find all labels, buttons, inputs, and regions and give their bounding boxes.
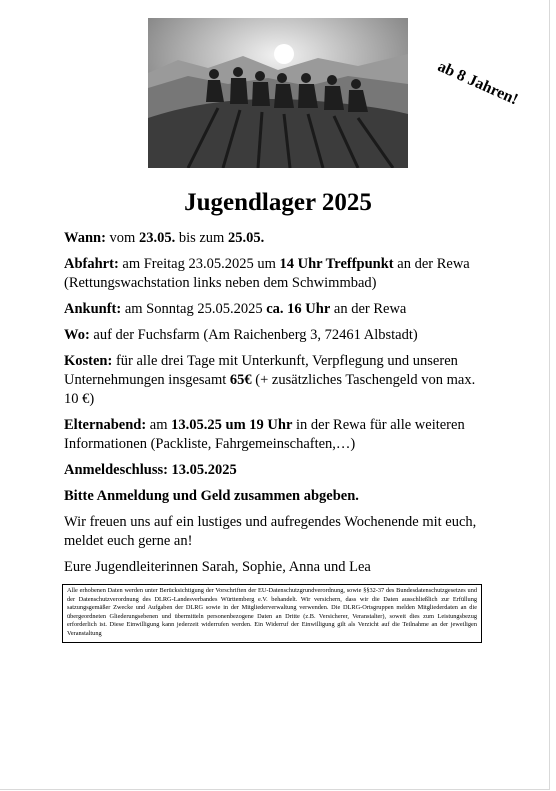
- event-details: [64, 229, 484, 584]
- wann-line: [64, 229, 484, 248]
- ankunft-text-2: an der Rewa: [330, 301, 407, 317]
- hinweis-line: [64, 487, 484, 506]
- privacy-notice: Alle erhobenen Daten werden unter Berücksichtigung der Vorschriften der EU-Datenschutzgrundverordnung, sowie §§32-37 des Bundesdatenschutzgesetzes und der Datenschutzverordnung des DLRG-Landesverbandes Württemberg e.V. behandelt. Wir versichern, dass wir die Daten ausschließlich zur Erfüllung satzungsgemäßer Zwecke und Aufgaben der DLRG sowie in der Mitgliederverwaltung verwenden. Die DLRG-Ortsgruppen melden Mitgliederdaten an die übergeordneten Gliederungsebenen und übermitteln personenbezogene Daten an Dritte (z.B. Versicherer, Veranstalter), soweit dies zum Leistungsbezug erforderlich ist. Diese Einwilligung kann jederzeit widerrufen werden. Ein Widerruf der Einwilligung gilt als Verzicht auf die Teilnahme an der jeweiligen Veranstaltung: [62, 584, 482, 643]
- ankunft-time: ca. 16 Uhr: [266, 301, 331, 317]
- wann-text: vom: [105, 230, 139, 246]
- wo-line: [64, 326, 484, 345]
- elternabend-label: Elternabend:: [64, 417, 147, 433]
- page-title: Jugendlager 2025: [184, 189, 372, 216]
- elternabend-text-2: in der Rewa für alle weiteren Informationen (Packliste, Fahrgemeinschaften,…): [64, 417, 465, 452]
- age-badge: ab 8 Jahren!: [435, 58, 521, 109]
- hinweis: Bitte Anmeldung und Geld zusammen abgeben.: [64, 488, 359, 504]
- ankunft-line: [64, 300, 484, 319]
- wo-label: Wo:: [64, 327, 90, 343]
- ankunft-label: Ankunft:: [64, 301, 122, 317]
- abfahrt-text: am Freitag 23.05.2025 um: [118, 256, 280, 272]
- kosten-text: für alle drei Tage mit Unterkunft, Verpflegung und unseren Unternehmungen insgesamt: [64, 353, 458, 388]
- hero-image: [148, 18, 408, 168]
- abfahrt-label: Abfahrt:: [64, 256, 119, 272]
- wo-text: auf der Fuchsfarm (Am Raichenberg 3, 72461 Albstadt): [89, 327, 418, 343]
- abfahrt-text-2: an der Rewa (Rettungswachstation links neben dem Schwimmbad): [64, 256, 470, 291]
- abfahrt-line: [64, 255, 484, 293]
- wann-from: 23.05.: [138, 230, 176, 246]
- freude-text: Wir freuen uns auf ein lustiges und aufregendes Wochenende mit euch, meldet euch gerne an!: [64, 514, 477, 549]
- elternabend-when: 13.05.25 um 19 Uhr: [171, 417, 293, 433]
- anmeldeschluss-line: [64, 461, 484, 480]
- ankunft-text: am Sonntag 25.05.2025: [121, 301, 267, 317]
- abfahrt-time: 14 Uhr Treffpunkt: [279, 256, 394, 272]
- kosten-text-2: (+ zusätzliches Taschengeld von max. 10 €): [64, 372, 476, 407]
- kosten-line: [64, 352, 484, 409]
- signature: Eure Jugendleiterinnen Sarah, Sophie, Anna und Lea: [64, 559, 371, 575]
- wann-text-2: bis zum: [175, 230, 228, 246]
- elternabend-line: [64, 416, 484, 454]
- kosten-price: 65€: [229, 372, 252, 388]
- hero-illustration: [148, 18, 408, 168]
- anmeldeschluss: Anmeldeschluss: 13.05.2025: [64, 462, 237, 478]
- elternabend-text: am: [146, 417, 172, 433]
- wann-to: 25.05.: [227, 230, 265, 246]
- kosten-label: Kosten:: [64, 353, 113, 369]
- wann-label: Wann:: [64, 230, 106, 246]
